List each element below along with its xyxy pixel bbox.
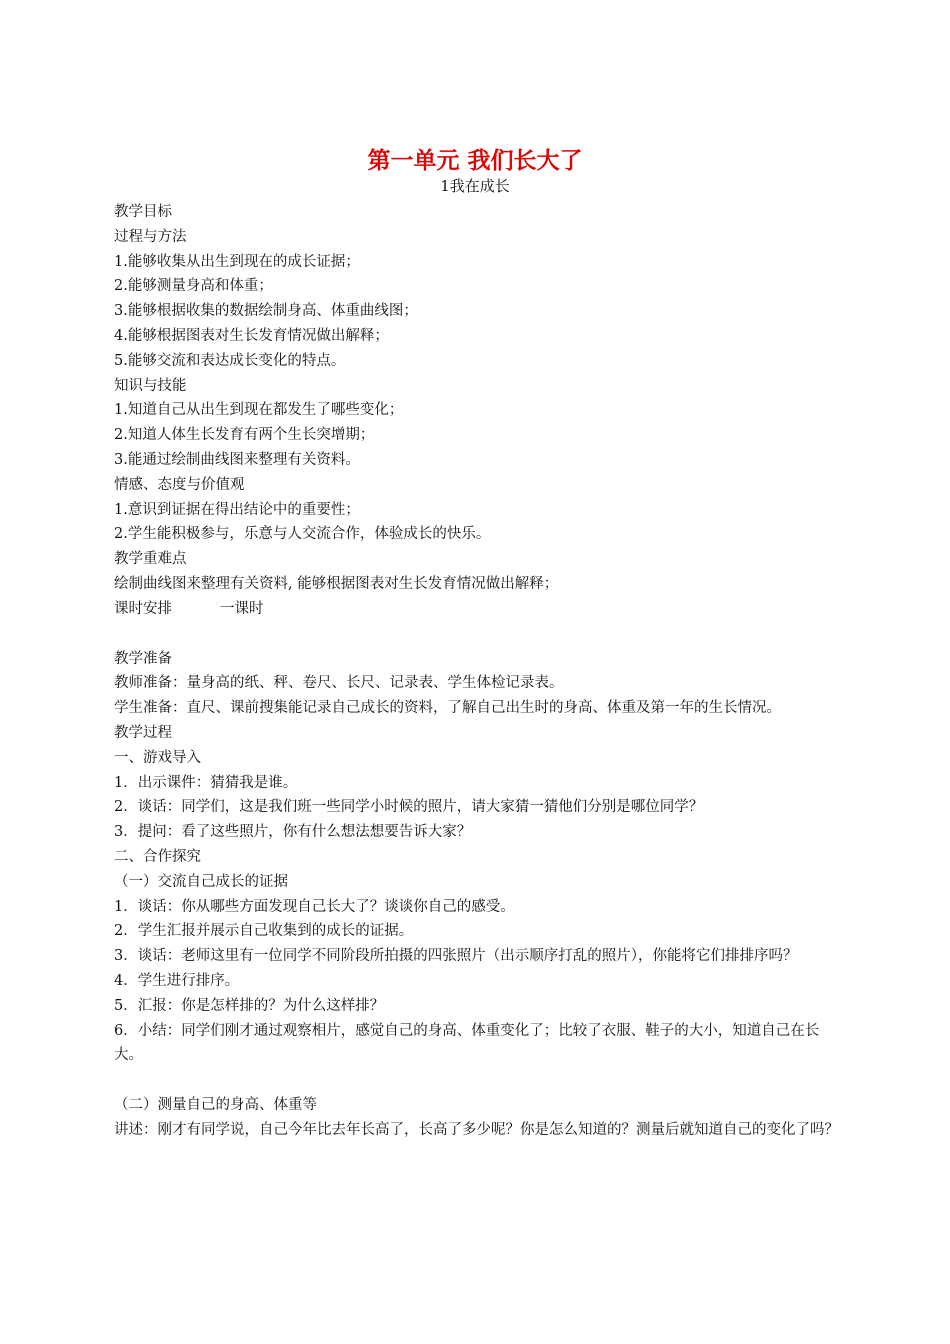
- part1-item: 1．出示课件：猜猜我是谁。: [114, 774, 298, 791]
- student-prep: 学生准备：直尺、课前搜集能记录自己成长的资料，了解自己出生时的身高、体重及第一年的生长情况。: [114, 700, 781, 717]
- schedule-label: 课时安排: [114, 600, 172, 617]
- knowledge-heading: 知识与技能: [114, 377, 187, 394]
- sub1-item: 4．学生进行排序。: [114, 972, 240, 989]
- process-item: 4.能够根据图表对生长发育情况做出解释；: [114, 327, 389, 344]
- part1-item: 3．提问：看了这些照片，你有什么想法想要告诉大家？: [114, 824, 472, 841]
- sub1-item: 3．谈话：老师这里有一位同学不同阶段所拍摄的四张照片（出示顺序打乱的照片），你能将它们排排序吗？: [114, 948, 798, 965]
- sub1-item: 6．小结：同学们刚才通过观察相片，感觉自己的身高、体重变化了；比较了衣服、鞋子的大小，知道自己在长大。: [114, 1022, 820, 1064]
- sub2-heading: （二）测量自己的身高、体重等: [114, 1097, 317, 1114]
- unit-title: 第一单元 我们长大了: [367, 147, 583, 174]
- part1-item: 2．谈话：同学们，这是我们班一些同学小时候的照片，请大家猜一猜他们分别是哪位同学？: [114, 799, 704, 816]
- knowledge-item: 2.知道人体生长发育有两个生长突增期；: [114, 427, 375, 444]
- sub1-item: 1．谈话：你从哪些方面发现自己长大了？谈谈你自己的感受。: [114, 898, 515, 915]
- emotion-item: 1.意识到证据在得出结论中的重要性；: [114, 501, 360, 518]
- lesson-subtitle: 1我在成长: [440, 177, 510, 195]
- procedure-heading: 教学过程: [114, 724, 172, 741]
- teacher-prep: 教师准备：量身高的纸、秤、卷尺、长尺、记录表、学生体检记录表。: [114, 675, 564, 692]
- process-item: 1.能够收集从出生到现在的成长证据；: [114, 253, 360, 270]
- sub1-item: 2．学生汇报并展示自己收集到的成长的证据。: [114, 923, 414, 940]
- prep-heading: 教学准备: [114, 650, 172, 667]
- key-text: 绘制曲线图来整理有关资料, 能够根据图表对生长发育情况做出解释；: [114, 575, 559, 592]
- process-item: 3.能够根据收集的数据绘制身高、体重曲线图；: [114, 303, 418, 320]
- document-body: [114, 200, 844, 1143]
- knowledge-item: 1.知道自己从出生到现在都发生了哪些变化；: [114, 402, 404, 419]
- process-heading: 过程与方法: [114, 228, 187, 245]
- goals-heading: 教学目标: [114, 204, 172, 220]
- part1-heading: 一、游戏导入: [114, 749, 201, 766]
- process-item: 2.能够测量身高和体重；: [114, 278, 273, 295]
- part2-heading: 二、合作探究: [114, 848, 201, 865]
- emotion-heading: 情感、态度与价值观: [114, 476, 245, 493]
- schedule-value: 一课时: [220, 600, 264, 617]
- sub2-text: 讲述：刚才有同学说，自己今年比去年长高了，长高了多少呢？你是怎么知道的？测量后就知道自己的变化了吗？: [114, 1121, 839, 1138]
- schedule-line: [114, 597, 844, 622]
- emotion-item: 2.学生能积极参与，乐意与人交流合作，体验成长的快乐。: [114, 526, 491, 543]
- sub1-heading: （一）交流自己成长的证据: [114, 873, 288, 890]
- key-heading: 教学重难点: [114, 551, 187, 568]
- process-item: 5.能够交流和表达成长变化的特点。: [114, 352, 346, 369]
- sub1-item: 5．汇报：你是怎样排的？为什么这样排？: [114, 997, 385, 1014]
- knowledge-item: 3.能通过绘制曲线图来整理有关资料。: [114, 451, 360, 468]
